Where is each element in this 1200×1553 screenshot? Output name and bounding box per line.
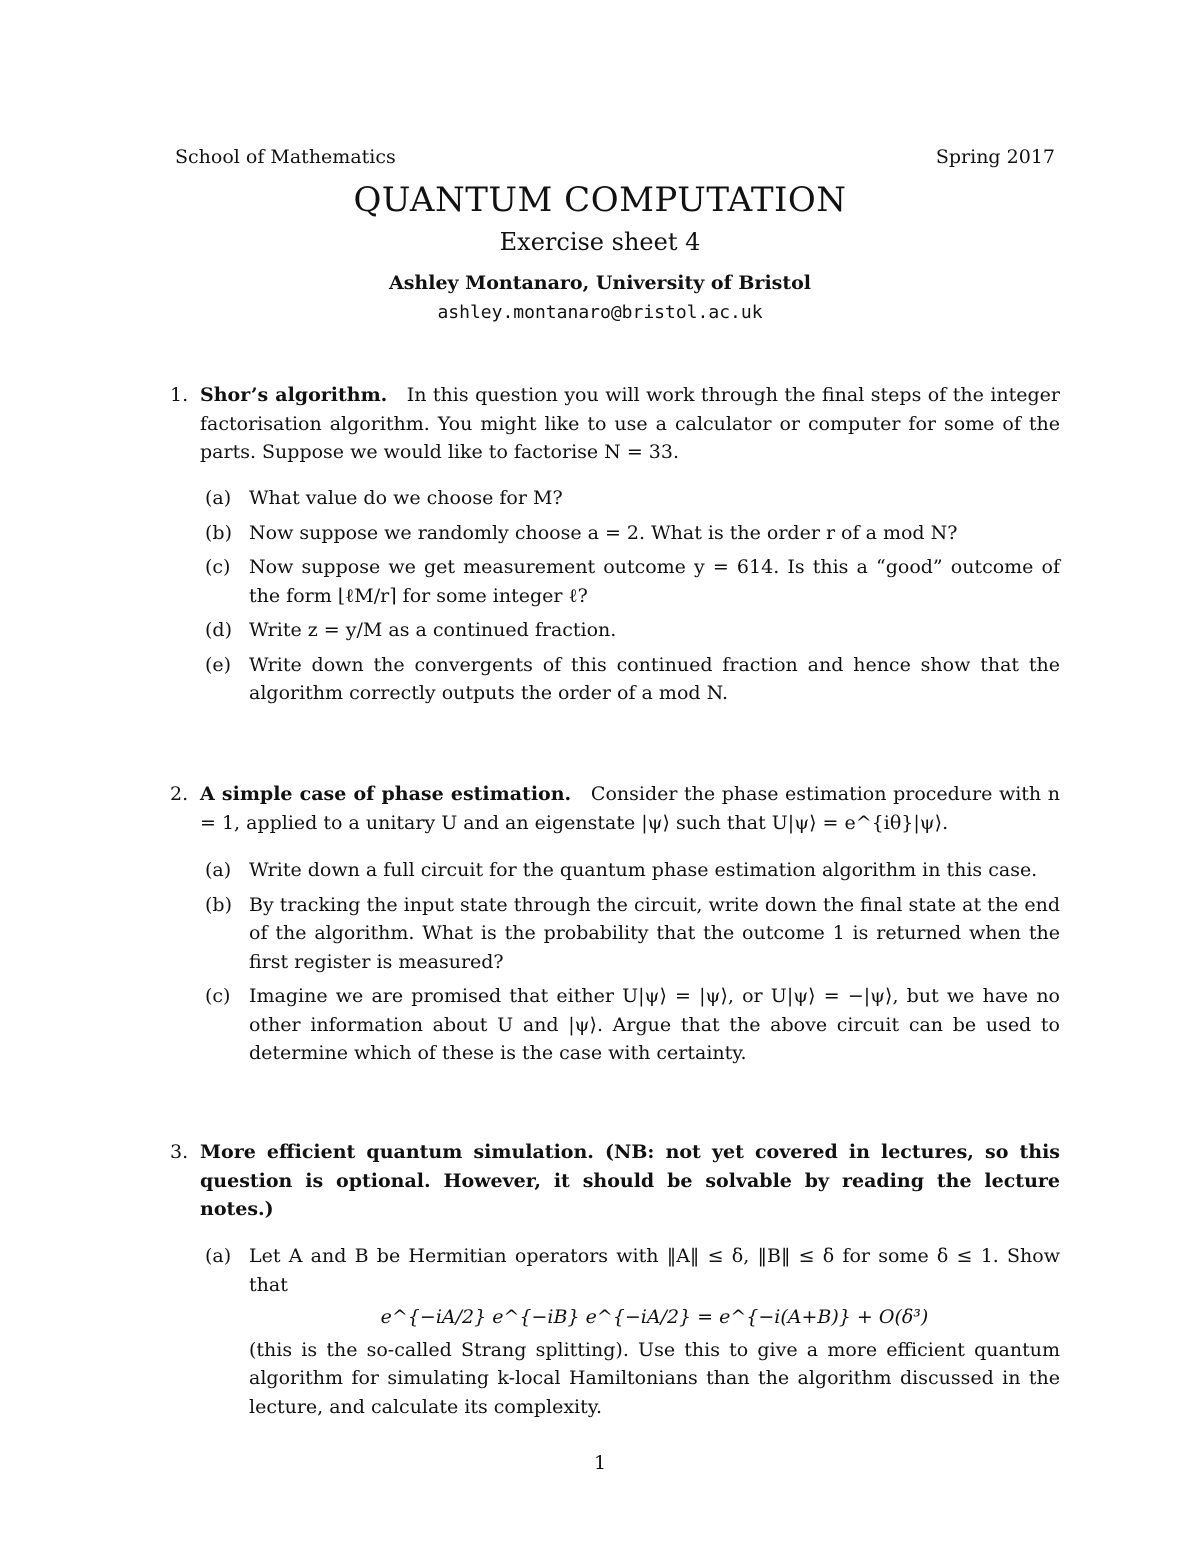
- question-number: 2.: [170, 783, 189, 805]
- part-text: By tracking the input state through the circuit, write down the final state at the end of the algorithm. What is the probability that the outcome 1 is returned when the first register is measured?: [249, 893, 1060, 973]
- question-number: 3.: [170, 1141, 189, 1163]
- author: Ashley Montanaro, University of Bristol: [388, 272, 812, 294]
- part-text: Write down the convergents of this continued fraction and hence show that the algorithm correctly outputs the order of a mod N.: [249, 653, 1060, 704]
- part-label: (e): [205, 653, 232, 676]
- part-label: (c): [205, 985, 231, 1007]
- part-text: Now suppose we randomly choose a = 2. What is the order r of a mod N?: [249, 521, 958, 544]
- list-item: [205, 616, 1060, 645]
- part-label: (b): [205, 521, 232, 544]
- question-2: [170, 780, 1060, 837]
- part-label: (b): [205, 893, 232, 916]
- list-item: [205, 856, 1060, 885]
- question-title: A simple case of phase estimation.: [200, 783, 572, 805]
- list-item: [205, 891, 1060, 977]
- question-1-parts: [205, 484, 1060, 714]
- part-text: Now suppose we get measurement outcome y = 614. Is this a “good” outcome of the form ⌊ℓM/r⌉ for some integer ℓ?: [249, 556, 1060, 607]
- question-2-parts: [205, 856, 1060, 1074]
- part-label: (a): [205, 859, 232, 881]
- part-label: (a): [205, 487, 232, 509]
- part-text: Write z = y/M as a continued fraction.: [249, 619, 617, 641]
- list-item: [205, 519, 1060, 548]
- question-title: Shor’s algorithm.: [200, 384, 388, 406]
- school-name: School of Mathematics: [175, 146, 396, 168]
- author-email: ashley.montanaro@bristol.ac.uk: [437, 302, 763, 323]
- question-text: In this question you will work through the final steps of the integer factorisation algorithm. You might like to use a calculator or computer for some of the parts. Suppose we would like to factorise N = 33.: [200, 384, 1060, 463]
- list-item: [205, 982, 1060, 1068]
- part-text: Let A and B be Hermitian operators with ‖A‖ ≤ δ, ‖B‖ ≤ δ for some δ ≤ 1. Show that: [249, 1245, 1060, 1296]
- term: Spring 2017: [935, 146, 1055, 168]
- list-item: [205, 553, 1060, 610]
- question-text: Consider the phase estimation procedure with n = 1, applied to a unitary U and an eigenstate |ψ⟩ such that U|ψ⟩ = e^{iθ}|ψ⟩.: [200, 783, 1060, 834]
- part-label: (a): [205, 1245, 232, 1267]
- question-3: [170, 1138, 1060, 1224]
- part-label: (c): [205, 556, 231, 578]
- part-text: What value do we choose for M?: [249, 487, 563, 509]
- list-item: [205, 1242, 1060, 1421]
- part-text: Write down a full circuit for the quantum phase estimation algorithm in this case.: [249, 859, 1038, 881]
- document-title: QUANTUM COMPUTATION: [353, 180, 847, 220]
- part-text-continued: (this is the so-called Strang splitting). Use this to give a more efficient quantum algorithm for simulating k-local Hamiltonians than the algorithm discussed in the lecture, and calculate its complexity.: [249, 1338, 1060, 1418]
- list-item: [205, 484, 1060, 513]
- document-subtitle: Exercise sheet 4: [499, 228, 701, 256]
- question-title: More efficient quantum simulation. (NB: not yet covered in lectures, so this question is optional. However, it should be solvable by reading the lecture notes.): [200, 1141, 1060, 1220]
- question-1: [170, 381, 1060, 467]
- question-number: 1.: [170, 384, 189, 406]
- list-item: [205, 651, 1060, 708]
- page-number: 1: [593, 1452, 607, 1474]
- equation: e^{−iA/2} e^{−iB} e^{−iA/2} = e^{−i(A+B)} + O(δ³): [380, 1306, 929, 1328]
- part-label: (d): [205, 619, 232, 641]
- question-3-parts: [205, 1242, 1060, 1427]
- part-text: Imagine we are promised that either U|ψ⟩ = |ψ⟩, or U|ψ⟩ = −|ψ⟩, but we have no other information about U and |ψ⟩. Argue that the above circuit can be used to determine which of these is the case with certainty.: [249, 985, 1060, 1064]
